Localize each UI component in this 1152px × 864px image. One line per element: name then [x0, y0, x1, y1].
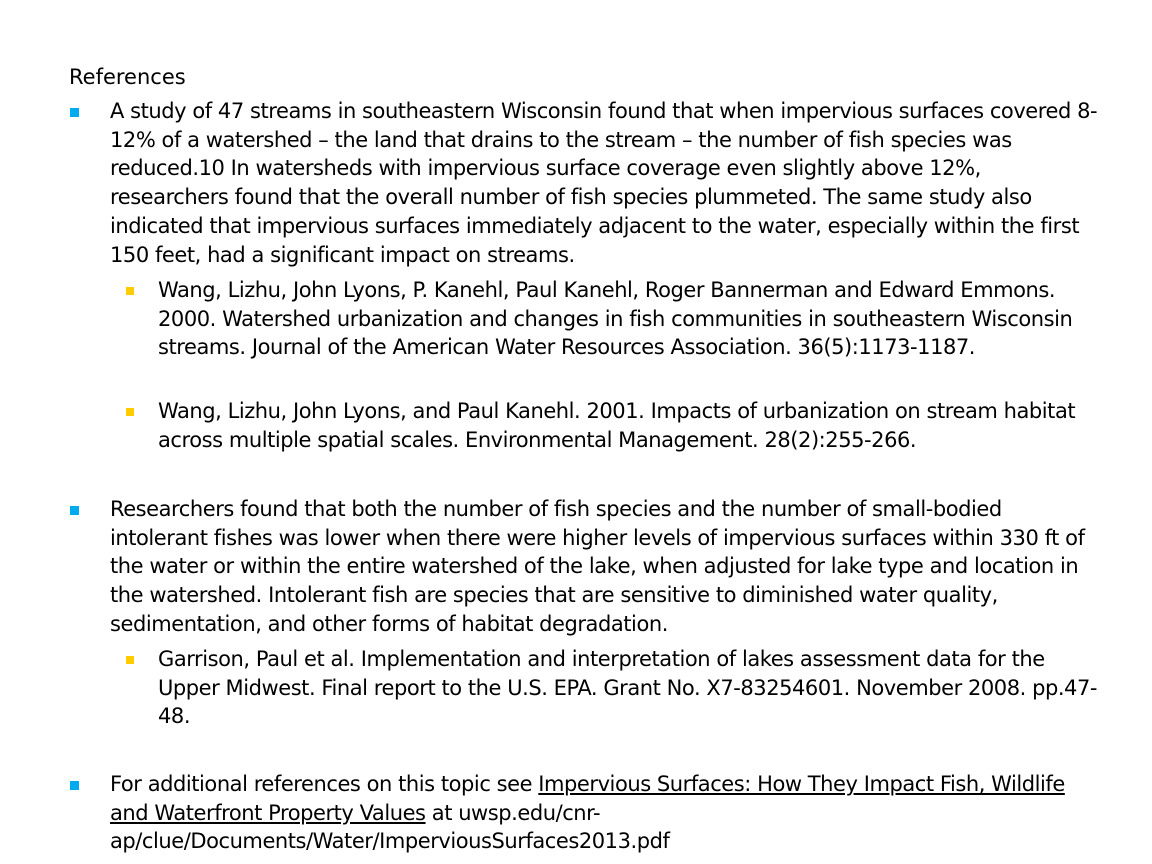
list-item-text: A study of 47 streams in southeastern Wisconsin found that when impervious surfaces covered 8-12% of a watershed – the land that drains to the stream – the number of fish species was reduced.10 In watersheds with impervious surface coverage even slightly above 12%, researchers found that the overall number of fish species plummeted. The same study also indicated that impervious surfaces immediately adjacent to the water, especially within the first 150 feet, had a significant impact on streams. — [110, 99, 1098, 267]
reference-text: Garrison, Paul et al. Implementation and interpretation of lakes assessment data for the Upper Midwest. Final report to the U.S. EPA. Grant No. X7-83254601. November 2008. pp.47-48. — [158, 647, 1098, 729]
reference-text: Wang, Lizhu, John Lyons, and Paul Kanehl. 2001. Impacts of urbanization on stream habitat across multiple spatial scales. Environmental Management. 28(2):255-266. — [158, 399, 1076, 452]
additional-refs-prefix: For additional references on this topic see — [110, 772, 539, 796]
square-bullet-icon — [70, 781, 79, 790]
page-title: References — [69, 65, 186, 89]
list-item — [110, 770, 1100, 856]
square-bullet-icon — [126, 287, 134, 295]
reference-item — [158, 645, 1098, 731]
reference-item — [158, 276, 1098, 362]
list-item — [110, 495, 1100, 639]
list-item-text — [110, 770, 1100, 856]
square-bullet-icon — [70, 506, 79, 515]
additional-refs-suffix: at uwsp.edu/cnr-ap/clue/Documents/Water/ImperviousSurfaces2013.pdf — [110, 800, 670, 854]
list-item-text: Researchers found that both the number of fish species and the number of small-bodied intolerant fishes was lower when there were higher levels of impervious surfaces within 330 ft of the water or within the entire watershed of the lake, when adjusted for lake type and location in the watershed. Intolerant fish are species that are sensitive to diminished water quality, sedimentation, and other forms of habitat degradation. — [110, 497, 1085, 636]
reference-text: Wang, Lizhu, John Lyons, P. Kanehl, Paul Kanehl, Roger Bannerman and Edward Emmons. 2000. Watershed urbanization and changes in fish communities in southeastern Wisconsin streams. Journal of the American Water Resources Association. 36(5):1173-1187. — [158, 278, 1073, 360]
reference-item — [158, 397, 1098, 454]
square-bullet-icon — [126, 656, 134, 664]
impervious-surfaces-link[interactable]: Impervious Surfaces: How They Impact Fish, Wildlife and Waterfront Property Values — [110, 772, 1065, 825]
square-bullet-icon — [126, 408, 134, 416]
list-item — [110, 97, 1100, 269]
square-bullet-icon — [70, 108, 79, 117]
